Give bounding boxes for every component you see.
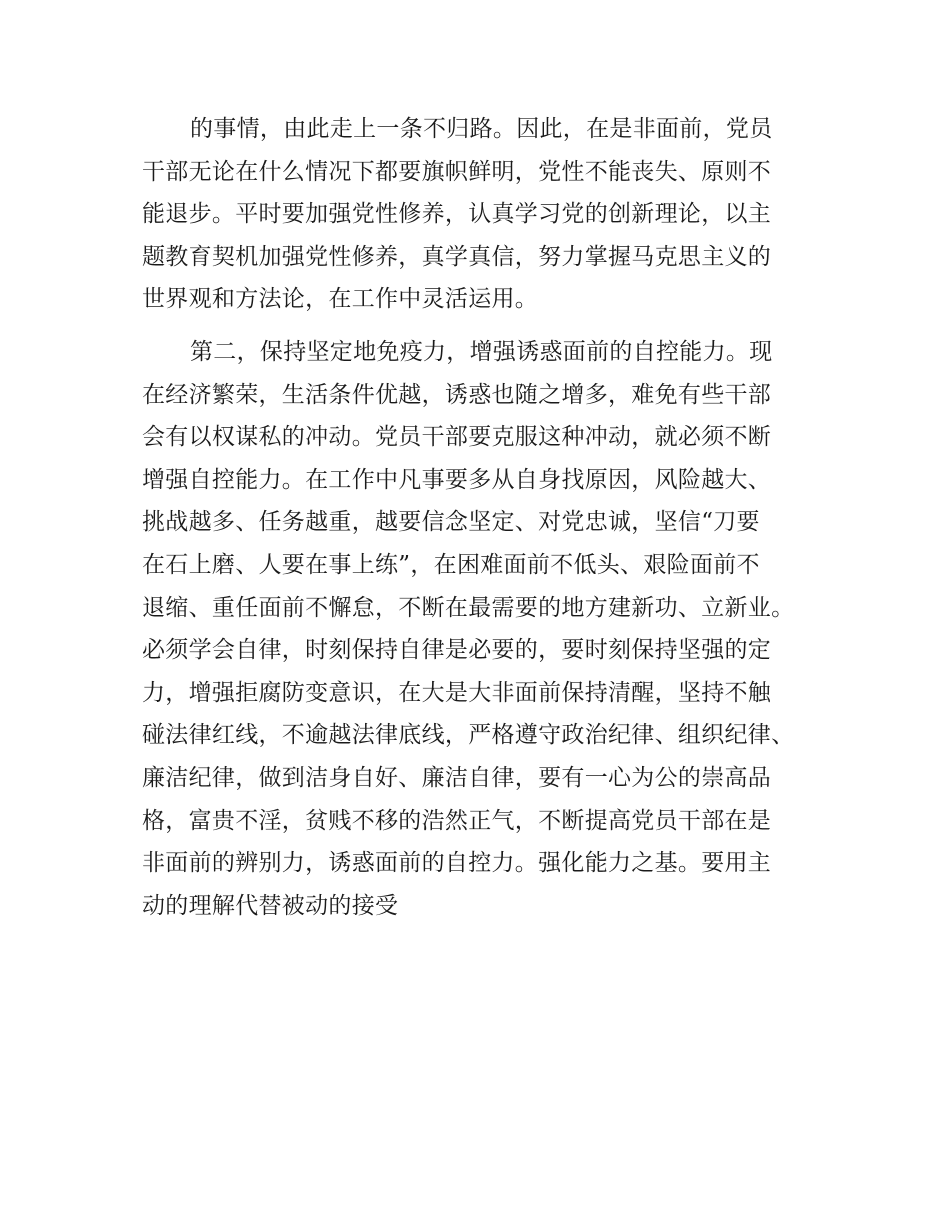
paragraph-line: 的事情，由此走上一条不归路。因此，在是非面前，党员 bbox=[190, 116, 773, 142]
paragraph-line: 在经济繁荣，生活条件优越，诱惑也随之增多，难免有些干部 bbox=[142, 381, 772, 408]
paragraph-line: 退缩、重任面前不懈怠，不断在最需要的地方建新功、立新业。 bbox=[142, 594, 795, 621]
paragraph-line: 廉洁纪律，做到洁身自好、廉洁自律，要有一心为公的崇高品 bbox=[142, 764, 772, 791]
paragraph-line: 干部无论在什么情况下都要旗帜鲜明，党性不能丧失、原则不 bbox=[142, 158, 772, 185]
paragraph-line: 挑战越多、任务越重，越要信念坚定、对党忠诚，坚信“刀要 bbox=[142, 509, 760, 536]
paragraph-line: 力，增强拒腐防变意识，在大是大非面前保持清醒，坚持不触 bbox=[142, 679, 772, 706]
paragraph-line: 增强自控能力。在工作中凡事要多从自身找原因，风险越大、 bbox=[142, 466, 772, 493]
paragraph-line: 第二，保持坚定地免疫力，增强诱惑面前的自控能力。现 bbox=[190, 339, 773, 365]
paragraph-line: 能退步。平时要加强党性修养，认真学习党的创新理论，以主 bbox=[142, 201, 772, 228]
paragraph-line: 必须学会自律，时刻保持自律是必要的，要时刻保持坚强的定 bbox=[142, 637, 772, 664]
paragraph-line: 动的理解代替被动的接受 bbox=[142, 892, 399, 919]
paragraph-line: 会有以权谋私的冲动。党员干部要克服这种冲动，就必须不断 bbox=[142, 424, 772, 451]
paragraph-line: 格，富贵不淫，贫贱不移的浩然正气，不断提高党员干部在是 bbox=[142, 807, 772, 834]
paragraph-line: 非面前的辨别力，诱惑面前的自控力。强化能力之基。要用主 bbox=[142, 850, 772, 877]
paragraph-line: 碰法律红线，不逾越法律底线，严格遵守政治纪律、组织纪律、 bbox=[142, 722, 795, 749]
paragraph-line: 世界观和方法论，在工作中灵活运用。 bbox=[142, 286, 539, 313]
paragraph-line: 题教育契机加强党性修养，真学真信，努力掌握马克思主义的 bbox=[142, 243, 772, 270]
paragraph-1 bbox=[142, 108, 812, 321]
paragraph-2 bbox=[142, 331, 812, 927]
paragraph-line: 在石上磨、人要在事上练”，在困难面前不低头、艰险面前不 bbox=[142, 551, 760, 578]
